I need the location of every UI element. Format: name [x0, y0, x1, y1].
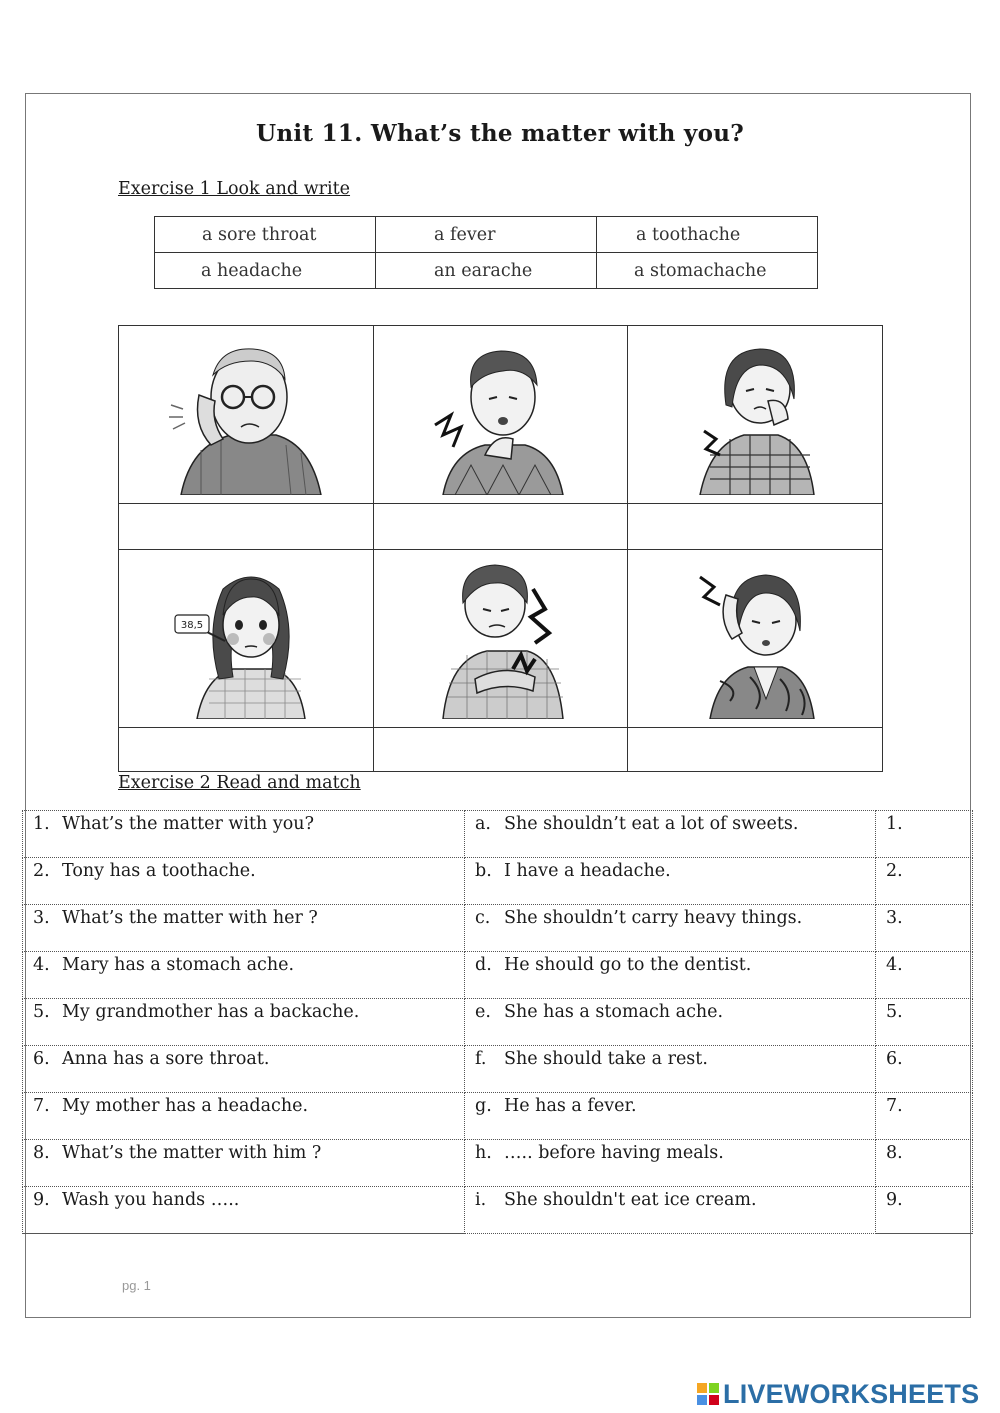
- answer-text: She shouldn’t carry heavy things.: [504, 908, 803, 928]
- answer-letter: f.: [475, 1049, 487, 1069]
- match-slot[interactable]: [876, 905, 973, 952]
- thermometer-reading: 38,5: [180, 619, 203, 631]
- match-slot[interactable]: [876, 999, 973, 1046]
- match-slot[interactable]: [876, 1093, 973, 1140]
- boy-sore-throat-picture: [415, 335, 585, 495]
- question-text: What’s the matter with him ?: [62, 1143, 322, 1163]
- word-bank-cell: [597, 253, 818, 289]
- answer-letter: h.: [475, 1143, 492, 1163]
- question-cell: [23, 905, 465, 952]
- picture-cell: [373, 326, 628, 504]
- answer-text: She shouldn't eat ice cream.: [504, 1190, 757, 1210]
- match-row: [23, 1187, 973, 1234]
- word-bank-item: a toothache: [636, 224, 741, 245]
- answer-text: He should go to the dentist.: [504, 955, 752, 975]
- word-bank-item: a headache: [201, 260, 303, 281]
- question-cell: [23, 999, 465, 1046]
- word-bank-item: a stomachache: [634, 260, 767, 281]
- answer-box[interactable]: [628, 504, 883, 550]
- question-cell: [23, 1046, 465, 1093]
- word-bank-cell: [376, 253, 597, 289]
- question-number: 8.: [33, 1143, 50, 1163]
- answer-cell: [465, 952, 876, 999]
- girl-headache-picture: [670, 559, 840, 719]
- answer-cell: [465, 1140, 876, 1187]
- liveworksheets-logo: [696, 1378, 979, 1410]
- match-row: [23, 1093, 973, 1140]
- answer-text: I have a headache.: [504, 861, 671, 881]
- answer-box[interactable]: [373, 728, 628, 772]
- question-text: What’s the matter with her ?: [62, 908, 318, 928]
- picture-cell: [628, 550, 883, 728]
- answer-letter: b.: [475, 861, 492, 881]
- question-cell: [23, 952, 465, 999]
- word-bank-cell: [155, 253, 376, 289]
- word-bank-item: a sore throat: [202, 224, 317, 245]
- match-slot-number: 4.: [886, 955, 903, 975]
- question-text: Wash you hands …..: [62, 1190, 240, 1210]
- boy-stomachache-picture: [415, 559, 585, 719]
- match-slot-number: 7.: [886, 1096, 903, 1116]
- page-number: pg. 1: [122, 1278, 151, 1293]
- girl-fever-picture: [161, 559, 331, 719]
- match-slot-number: 1.: [886, 814, 903, 834]
- answer-letter: g.: [475, 1096, 492, 1116]
- answer-box[interactable]: [119, 504, 374, 550]
- answer-cell: [465, 1187, 876, 1234]
- answer-cell: [465, 999, 876, 1046]
- old-man-earache-picture: [161, 335, 331, 495]
- match-slot-number: 2.: [886, 861, 903, 881]
- question-number: 5.: [33, 1002, 50, 1022]
- picture-cell: [373, 550, 628, 728]
- question-number: 6.: [33, 1049, 50, 1069]
- question-text: My grandmother has a backache.: [62, 1002, 360, 1022]
- answer-box[interactable]: [373, 504, 628, 550]
- match-slot[interactable]: [876, 858, 973, 905]
- question-cell: [23, 1187, 465, 1234]
- match-row: [23, 905, 973, 952]
- match-slot[interactable]: [876, 1140, 973, 1187]
- answer-cell: [465, 1093, 876, 1140]
- answer-cell: [465, 858, 876, 905]
- match-row: [23, 1046, 973, 1093]
- brand-name: LIVEWORKSHEETS: [723, 1378, 980, 1409]
- answer-letter: c.: [475, 908, 491, 928]
- question-number: 2.: [33, 861, 50, 881]
- answer-text: She has a stomach ache.: [504, 1002, 724, 1022]
- answer-cell: [465, 905, 876, 952]
- word-bank-cell: [597, 217, 818, 253]
- word-bank-item: an earache: [434, 260, 533, 281]
- picture-cell: [628, 326, 883, 504]
- question-text: Tony has a toothache.: [62, 861, 256, 881]
- match-slot[interactable]: [876, 1187, 973, 1234]
- question-cell: [23, 1093, 465, 1140]
- exercise-2-heading: Exercise 2 Read and match: [118, 773, 361, 793]
- divider: [22, 1233, 972, 1234]
- answer-cell: [465, 811, 876, 858]
- answer-box[interactable]: [119, 728, 374, 772]
- match-table: [22, 810, 973, 1234]
- word-bank-item: a fever: [434, 224, 496, 245]
- question-number: 9.: [33, 1190, 50, 1210]
- answer-text: She should take a rest.: [504, 1049, 708, 1069]
- question-number: 1.: [33, 814, 50, 834]
- match-slot-number: 9.: [886, 1190, 903, 1210]
- question-cell: [23, 811, 465, 858]
- match-slot-number: 5.: [886, 1002, 903, 1022]
- girl-toothache-picture: [670, 335, 840, 495]
- word-bank-cell: [155, 217, 376, 253]
- brand-icon: [696, 1382, 720, 1406]
- match-slot[interactable]: [876, 1046, 973, 1093]
- answer-text: He has a fever.: [504, 1096, 637, 1116]
- picture-grid: [118, 325, 883, 772]
- question-number: 7.: [33, 1096, 50, 1116]
- exercise-1-heading: Exercise 1 Look and write: [118, 179, 351, 199]
- answer-box[interactable]: [628, 728, 883, 772]
- answer-letter: d.: [475, 955, 492, 975]
- answer-letter: e.: [475, 1002, 491, 1022]
- match-slot-number: 6.: [886, 1049, 903, 1069]
- question-text: Mary has a stomach ache.: [62, 955, 295, 975]
- match-slot[interactable]: [876, 811, 973, 858]
- match-slot-number: 8.: [886, 1143, 903, 1163]
- question-number: 4.: [33, 955, 50, 975]
- question-cell: [23, 1140, 465, 1187]
- answer-text: ….. before having meals.: [504, 1143, 724, 1163]
- question-cell: [23, 858, 465, 905]
- match-row: [23, 952, 973, 999]
- answer-text: She shouldn’t eat a lot of sweets.: [504, 814, 799, 834]
- word-bank-table: [154, 216, 818, 289]
- question-text: Anna has a sore throat.: [62, 1049, 270, 1069]
- answer-letter: a.: [475, 814, 491, 834]
- picture-cell: [119, 550, 374, 728]
- match-row: [23, 1140, 973, 1187]
- match-slot[interactable]: [876, 952, 973, 999]
- answer-letter: i.: [475, 1190, 487, 1210]
- picture-cell: [119, 326, 374, 504]
- match-slot-number: 3.: [886, 908, 903, 928]
- question-number: 3.: [33, 908, 50, 928]
- page-title: Unit 11. What’s the matter with you?: [255, 120, 745, 147]
- match-row: [23, 999, 973, 1046]
- match-row: [23, 811, 973, 858]
- match-row: [23, 858, 973, 905]
- question-text: My mother has a headache.: [62, 1096, 309, 1116]
- answer-cell: [465, 1046, 876, 1093]
- word-bank-cell: [376, 217, 597, 253]
- question-text: What’s the matter with you?: [62, 814, 314, 834]
